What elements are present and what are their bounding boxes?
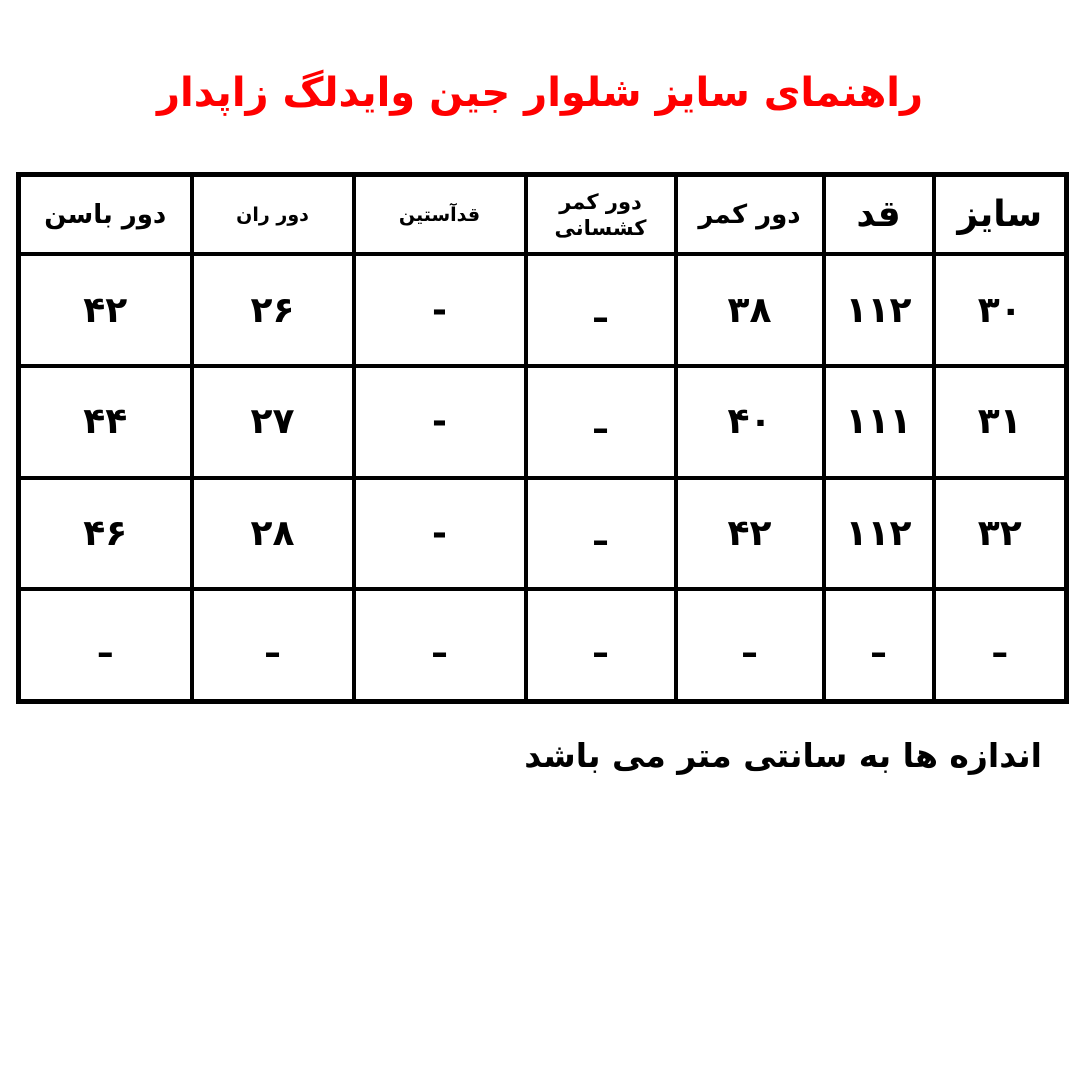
table-cell: ـ: [934, 589, 1067, 701]
table-cell: ـ: [824, 589, 934, 701]
table-header-row: [19, 175, 1067, 255]
table-row: [19, 366, 1067, 478]
header-length: قد: [824, 175, 934, 255]
table-cell: ـ: [526, 478, 676, 590]
table-cell: ۱۱۲: [824, 254, 934, 366]
header-sleeve-length: قدآستین: [354, 175, 526, 255]
table-cell: ۱۱۲: [824, 478, 934, 590]
page-title: راهنمای سایز شلوار جین وایدلگ زاپدار: [156, 70, 924, 116]
size-chart-table: [16, 172, 1069, 704]
table-cell: ـ: [526, 589, 676, 701]
units-note: اندازه ها به سانتی متر می باشد: [524, 736, 1042, 775]
header-thigh: دور ران: [192, 175, 354, 255]
header-elastic-waist: دور کمر کشسانی: [526, 175, 676, 255]
header-size: سایز: [934, 175, 1067, 255]
header-waist: دور کمر: [676, 175, 824, 255]
table-cell: ۲۸: [192, 478, 354, 590]
table-cell: ۴۰: [676, 366, 824, 478]
table-cell: ـ: [354, 589, 526, 701]
table-cell: ۴۴: [19, 366, 192, 478]
table-row: [19, 478, 1067, 590]
table-cell: -: [354, 366, 526, 478]
table-cell: ۳۲: [934, 478, 1067, 590]
table-cell: ـ: [526, 366, 676, 478]
table-cell: ۴۲: [19, 254, 192, 366]
table-row: [19, 254, 1067, 366]
table-cell: ـ: [19, 589, 192, 701]
table-cell: -: [354, 478, 526, 590]
header-hip: دور باسن: [19, 175, 192, 255]
table-cell: ۲۶: [192, 254, 354, 366]
table-cell: ۴۲: [676, 478, 824, 590]
table-cell: ـ: [192, 589, 354, 701]
table-cell: ۳۱: [934, 366, 1067, 478]
table-cell: ۳۸: [676, 254, 824, 366]
table-cell: ۴۶: [19, 478, 192, 590]
table-cell: ۳۰: [934, 254, 1067, 366]
table-cell: ـ: [676, 589, 824, 701]
table-row: [19, 589, 1067, 701]
table-cell: ۱۱۱: [824, 366, 934, 478]
table-cell: ۲۷: [192, 366, 354, 478]
table-cell: ـ: [526, 254, 676, 366]
table-cell: -: [354, 254, 526, 366]
